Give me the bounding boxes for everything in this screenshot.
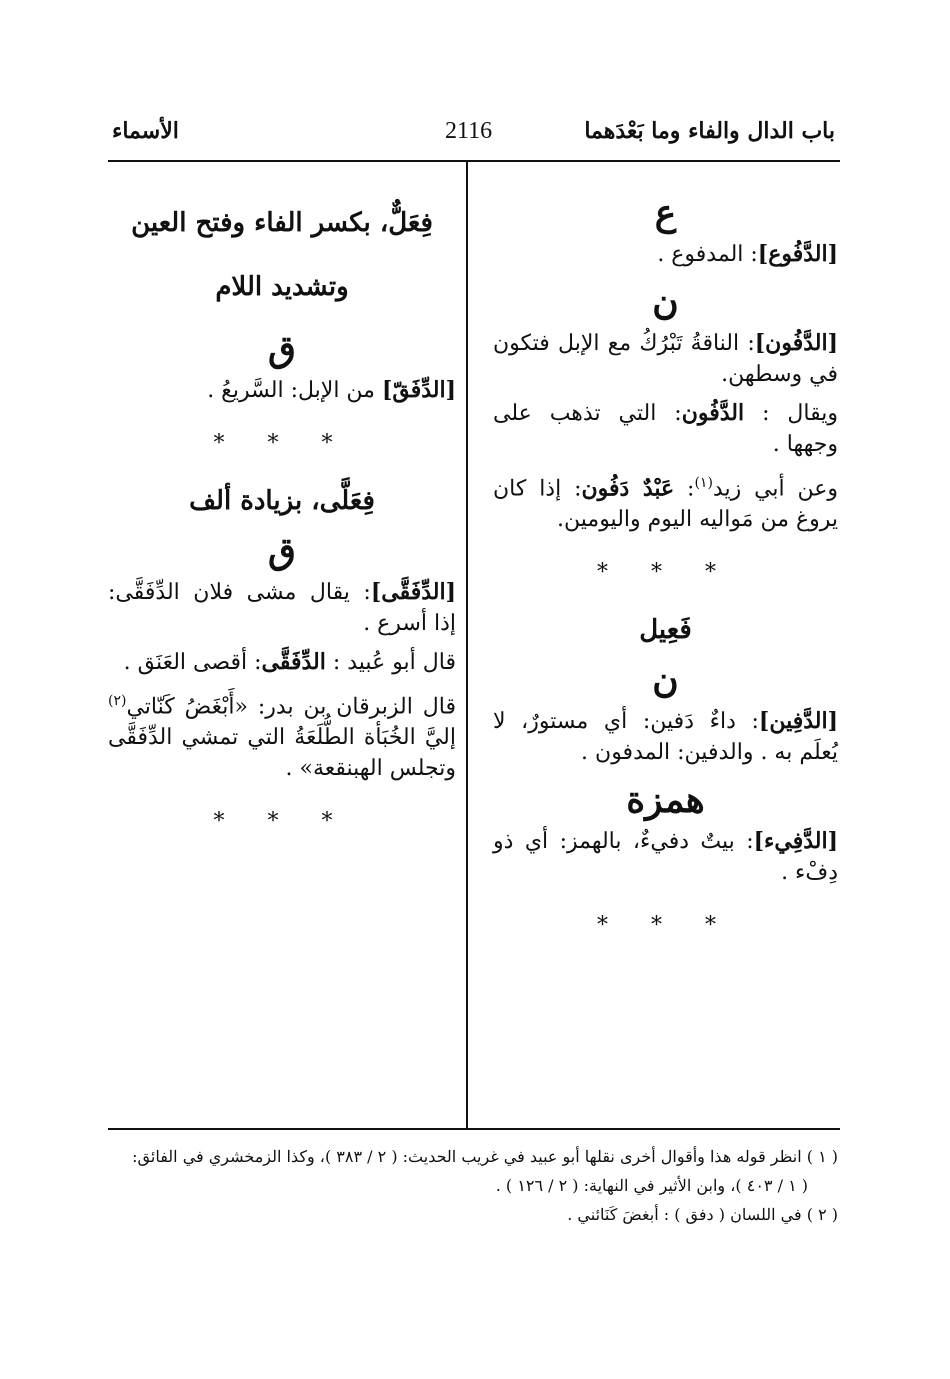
footnote-1: ( ١ ) انظر قوله هذا وأقوال أخرى نقلها أبو عبيد في غريب الحديث: ( ٢ / ٣٨٣ )، وكذا الزمخشري في الفائق: [132,1147,838,1166]
entry-diffaqa: [الدِّفَقَّى]: يقال مشى فلان الدِّفَقَّى: إذا أسرع . [108,579,456,636]
footnote-2: ( ٢ ) في اللسان ( دفق ) : أبغضَ كَنَائني . [567,1205,838,1224]
entry-dafun-2: ويقال : الدَّفُون: التي تذهب على وجهها . [493,400,838,457]
footnotes [106,1142,838,1229]
entry-dafi: [الدَّفِيء]: بيتٌ دفيءٌ، بالهمز: أي ذو دِفْء . [493,828,838,886]
section-separator-3: * * * [213,431,351,456]
entry-dafun-3: وعن أبي زيد$^{(١)}$: عَبْدٌ دَفُون: إذا كان يروغ من مَواليه اليوم واليومين. [493,475,839,533]
letter-heading-nun: ن [652,281,679,323]
page-number: 2116 [445,118,493,144]
header-rule [108,160,840,162]
footnote-ref-2: (٢) [108,693,127,709]
column-divider [466,162,468,1129]
entry-dafun: [الدَّفُون]: الناقةُ تَبْرُكُ مع الإبل فتكون في وسطهن. [493,330,838,387]
entry-dafin: [الدَّفِين]: داءٌ دَفين: أي مستورٌ، لا يُعلَم به . والدفين: المدفون . [493,708,838,766]
left-column [108,185,456,859]
entry-zibriqan: قال الزبرقان بن بدر: «أَبْغَضُ كَنّاتي$^{(٢)}$ إليَّ الخُبَأة الطُّلَعَةُ التي تمشي الدِّفَقَّى وتجلس الهبنقعة» . [108,693,456,782]
letter-heading-qaf-2: ق [268,530,296,572]
right-column [493,185,838,963]
entry-diffaq: [الدِّفَقّ] من الإبل: السَّريعُ . [207,377,456,403]
letter-heading-ain: ع [654,192,677,234]
footnote-ref-1: (١) [694,475,713,491]
footnote-rule [108,1128,840,1130]
entry-dafu: [الدَّفُوع]: المدفوع . [657,241,838,267]
section-separator-4: * * * [213,809,351,835]
section-separator: * * * [597,560,734,586]
footnote-1-cont: ( ١ / ٤٠٣ )، وابن الأثير في النهاية: ( ٢ / ١٢٦ ) . [495,1176,808,1195]
running-header-section: الأسماء [112,118,179,144]
letter-heading-qaf: ق [268,328,296,370]
letter-heading-nun-2: ن [652,659,679,702]
running-header-title: باب الدال والفاء وما بَعْدَهما [584,118,835,144]
entry-abu-ubaid: قال أبو عُبيد : الدِّفَقَّى: أقصى العَنَق . [123,649,456,675]
pattern-heading-fail: فَعِيل [639,615,692,646]
section-separator-2: * * * [597,913,734,939]
pattern-heading-fialla: فِعَلَّى، بزيادة ألف [189,486,375,516]
letter-heading-hamza: همزة [626,779,705,822]
pattern-heading-fiall: فِعَلٌّ، بكسر الفاء وفتح العين وتشديد اللام [131,208,433,302]
